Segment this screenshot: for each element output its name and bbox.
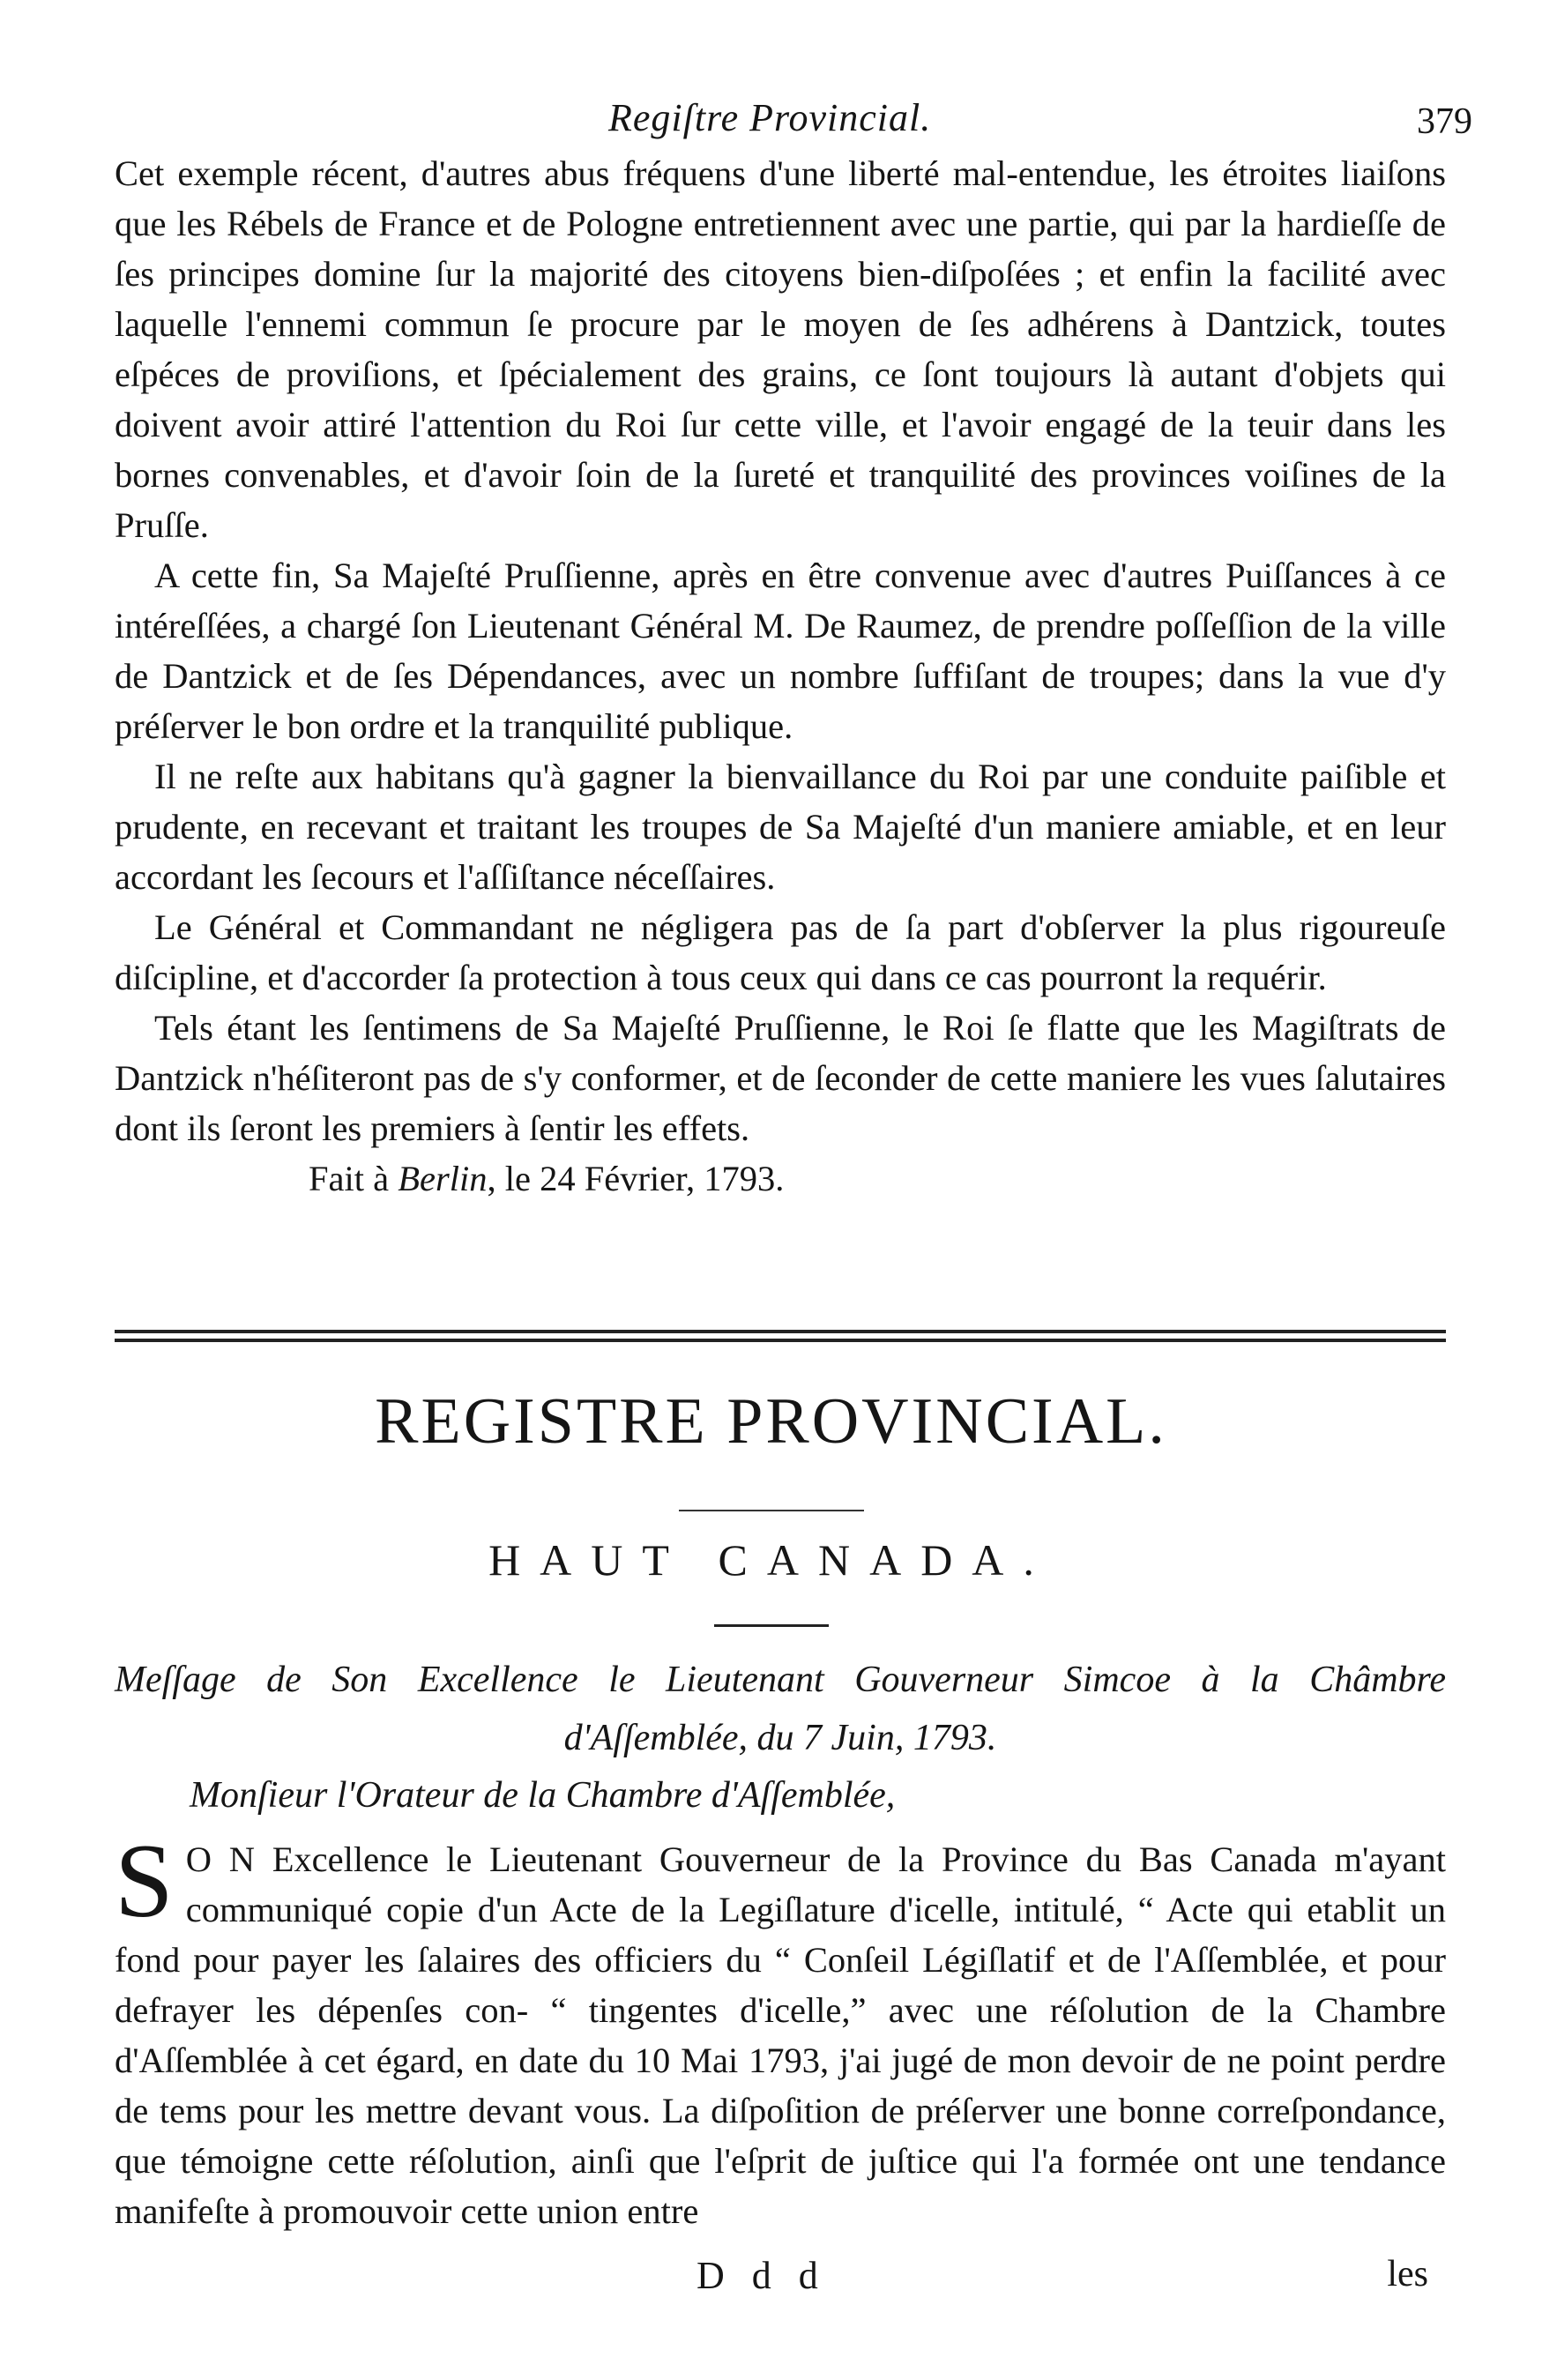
- message-heading-line1: Meſſage de Son Excellence le Lieutenant Gouverneur Simcoe à la Châmbre: [115, 1660, 1446, 1700]
- paragraph: A cette fin, Sa Majeſté Pruſſienne, après en être convenue avec d'autres Puiſſances à ce intéreſſées, a chargé ſon Lieutenant Général M. De Raumez, de prendre poſſeſſion de la ville de Dantzick et de ſes Dépendances, avec un nombre ſuffiſant de troupes; dans la vue d'y préſerver le bon ordre et la tranquilité publique.: [115, 556, 1446, 746]
- signature-date: , le 24 Février, 1793.: [487, 1159, 785, 1198]
- salutation: Monſieur l'Orateur de la Chambre d'Aſſemblée,: [190, 1775, 896, 1816]
- signature-line: [115, 1153, 1446, 1204]
- subsection-title: HAUT CANADA.: [488, 1535, 1054, 1585]
- closing-paragraph: Tels étant les ſentimens de Sa Majeſté Pruſſienne, le Roi ſe flatte que les Magiſtrats de Dantzick n'héſiteront pas de s'y conformer, et de ſeconder de cette maniere les vues ſalutaires dont ils ſeront les premiers à ſentir les effets.: [115, 1008, 1446, 1148]
- message-paragraph: [115, 1822, 1446, 2236]
- title-rule: [679, 1510, 864, 1511]
- paragraph: Il ne reſte aux habitans qu'à gagner la bienvaillance du Roi par une conduite paiſible et prudente, en recevant et traitant les troupes de Sa Majeſté d'un maniere amiable, et en leur accordant les ſecours et l'aſſiſtance néceſſaires.: [115, 757, 1446, 897]
- message-heading-line2: d'Aſſemblée, du 7 Juin, 1793.: [563, 1718, 997, 1758]
- signature-prefix: Fait à: [309, 1159, 390, 1198]
- section-title: REGISTRE PROVINCIAL.: [375, 1385, 1167, 1458]
- page-footer: [115, 2253, 1446, 2306]
- running-title: Regiſtre Provincial.: [608, 96, 932, 139]
- page-number: 379: [1417, 101, 1472, 142]
- drop-cap: S: [115, 1822, 174, 1939]
- prussian-declaration-text: [115, 148, 1446, 1204]
- message-heading: [115, 1651, 1446, 1767]
- signature-place: Berlin: [398, 1159, 488, 1198]
- running-header: [115, 95, 1490, 148]
- paragraph: Le Général et Commandant ne négligera pas de ſa part d'obſerver la plus rigoureuſe diſcipline, et d'accorder ſa protection à tous ceux qui dans ce cas pourront la requérir.: [115, 907, 1446, 997]
- message-paragraph-text: O N Excellence le Lieutenant Gouverneur de la Province du Bas Canada m'ayant communiqué copie d'un Acte de la Legiſlature d'icelle, intitulé, “ Acte qui etablit un fond pour payer les ſalaires des officiers du “ Conſeil Légiſlatif et de l'Aſſemblée, et pour defrayer les dépenſes con- “ tingentes d'icelle,” avec une réſolution de la Chambre d'Aſſemblée à cet égard, en date du 10 Mai 1793, j'ai jugé de mon devoir de ne point perdre de tems pour les mettre devant vous. La diſpoſition de préſerver une bonne correſpondance, que témoigne cette réſolution, ainſi que l'eſprit de juſtice qui l'a formée ont une tendance manifeſte à promouvoir cette union entre: [115, 1839, 1446, 2231]
- catchword: les: [1387, 2254, 1428, 2294]
- simcoe-message-text: [115, 1822, 1446, 2236]
- paragraph: Cet exemple récent, d'autres abus fréquens d'une liberté mal-entendue, les étroites liaiſons que les Rébels de France et de Pologne entretiennent avec une partie, qui par la hardieſſe de ſes principes domine ſur la majorité des citoyens bien-diſpoſées ; et enfin la facilité avec laquelle l'ennemi commun ſe procure par le moyen de ſes adhérens à Dantzick, toutes eſpéces de proviſions, et ſpécialement des grains, ce ſont toujours là autant d'objets qui doivent avoir attiré l'attention du Roi ſur cette ville, et l'avoir engagé de la teuir dans les bornes convenables, et d'avoir ſoin de la ſureté et tranquilité des provinces voiſines de la Pruſſe.: [115, 153, 1446, 545]
- section-divider-rule: [115, 1330, 1446, 1342]
- subtitle-rule: [714, 1624, 829, 1627]
- signature-mark: D d d: [697, 2254, 827, 2297]
